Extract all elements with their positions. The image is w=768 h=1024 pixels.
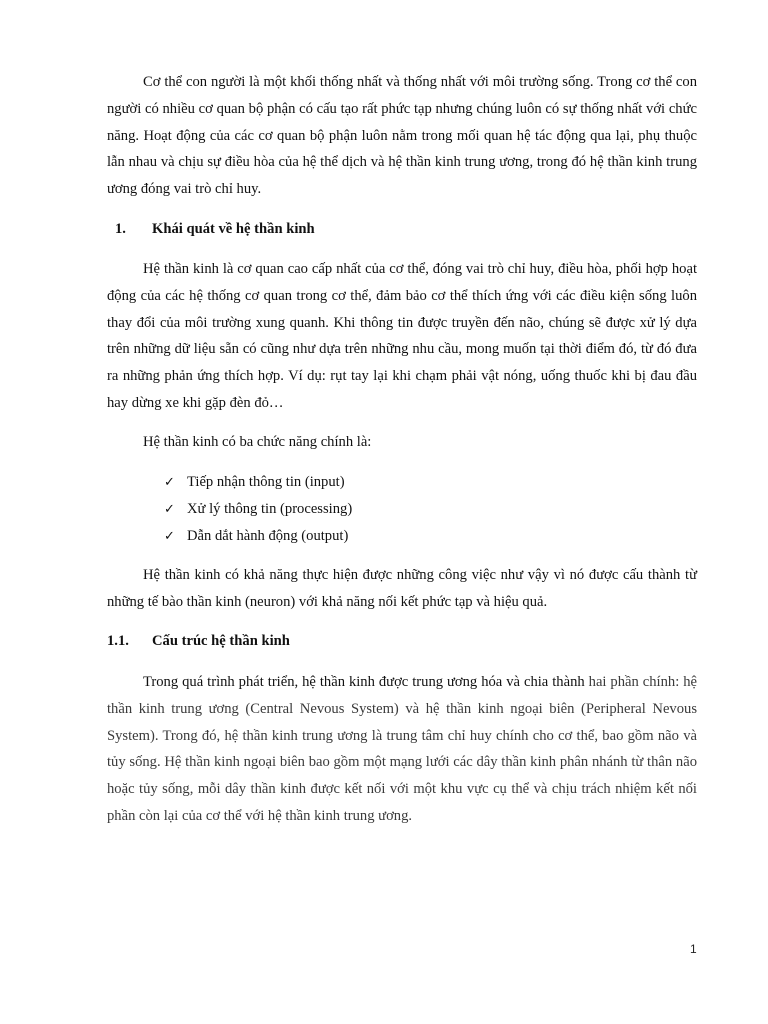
overview-paragraph: Hệ thần kinh là cơ quan cao cấp nhất của cơ thể, đóng vai trò chỉ huy, điều hòa, phối hợp hoạt động của các hệ thống cơ quan trong cơ thể, đảm bảo cơ thể thích ứng với các điều kiện sống luôn thay đổi của môi trường xung quanh. Khi thông tin được truyền đến não, chúng sẽ được xử lý dựa trên những dữ liệu sẵn có cũng như dựa trên những nhu cầu, mong muốn tại thời điểm đó, từ đó đưa ra những phản ứng thích hợp. Ví dụ: rụt tay lại khi chạm phải vật nóng, uống thuốc khi bị đau đầu hay dừng xe khi gặp đèn đỏ… <box>107 261 697 411</box>
section-title: Cấu trúc hệ thần kinh <box>152 633 290 649</box>
list-item-label: Dẫn dắt hành động (output) <box>187 528 349 544</box>
checkmark-icon: ✓ <box>164 502 175 517</box>
capability-paragraph: Hệ thần kinh có khả năng thực hiện được những công việc như vậy vì nó được cấu thành từ những tế bào thần kinh (neuron) với khả năng nối kết phức tạp và hiệu quả. <box>107 567 697 610</box>
section-number: 1.1. <box>107 633 129 649</box>
list-item-label: Xử lý thông tin (processing) <box>187 501 353 517</box>
list-item-label: Tiếp nhận thông tin (input) <box>187 474 345 490</box>
section-heading-1-1 <box>107 628 290 654</box>
list-item <box>164 523 352 550</box>
functions-intro-paragraph: Hệ thần kinh có ba chức năng chính là: <box>143 434 372 450</box>
structure-paragraph <box>107 669 697 830</box>
checkmark-icon: ✓ <box>164 529 175 544</box>
section-heading-1 <box>107 216 315 242</box>
page-number: 1 <box>690 942 697 956</box>
structure-text-start: Trong quá trình phát triển, hệ thần kinh được trung ương hóa và chia thành <box>143 674 589 690</box>
section-title: Khái quát về hệ thần kinh <box>152 221 315 237</box>
structure-text-rest: hai phần chính: hệ thần kinh trung ương (Central Nevous System) và hệ thần kinh ngoại biên (Peripheral Nevous System). Trong đó, hệ thần kinh trung ương là trung tâm chỉ huy chính cho cơ thể, bao gồm não và tủy sống. Hệ thần kinh ngoại biên bao gồm một mạng lưới các dây thần kinh phân nhánh từ thân não hoặc tủy sống, mỗi dây thần kinh được kết nối với một khu vực cụ thể và chịu trách nhiệm kết nối phần còn lại của cơ thể với hệ thần kinh trung ương. <box>107 674 697 824</box>
section-number: 1. <box>115 221 126 237</box>
functions-list <box>164 469 352 550</box>
intro-paragraph: Cơ thể con người là một khối thống nhất và thống nhất với môi trường sống. Trong cơ thể con người có nhiều cơ quan bộ phận có cấu tạo rất phức tạp nhưng chúng luôn có sự thống nhất với chức năng. Hoạt động của các cơ quan bộ phận luôn nằm trong mối quan hệ tác động qua lại, phụ thuộc lẫn nhau và chịu sự điều hòa của hệ thể dịch và hệ thần kinh trung ương, trong đó hệ thần kinh trung ương đóng vai trò chỉ huy. <box>107 74 697 198</box>
list-item <box>164 496 352 523</box>
checkmark-icon: ✓ <box>164 475 175 490</box>
list-item <box>164 469 352 496</box>
